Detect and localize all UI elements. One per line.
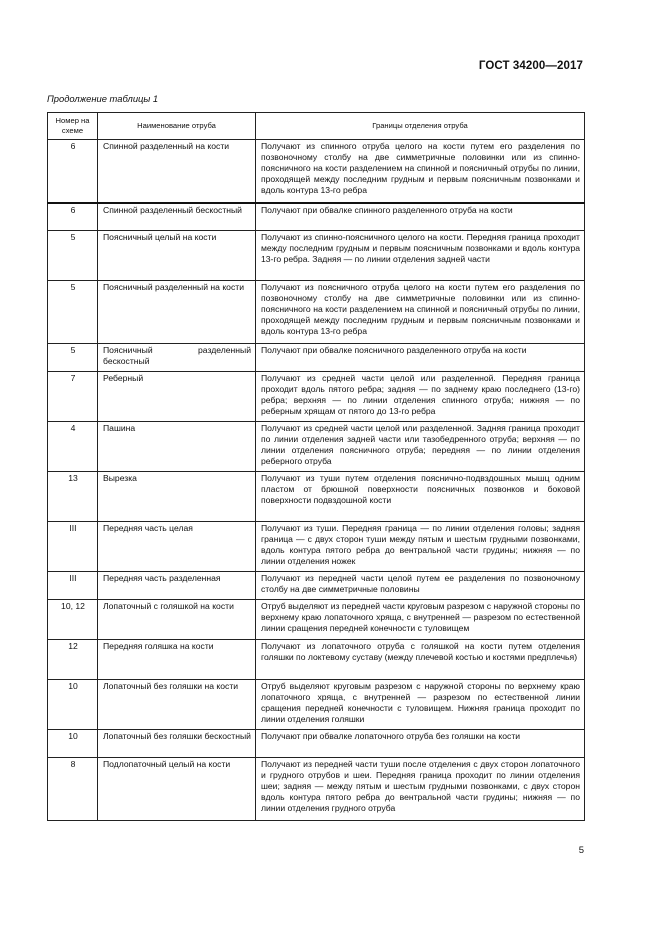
- row-cut-name: Передняя часть разделенная: [98, 572, 256, 600]
- row-number: 6: [48, 203, 98, 231]
- table-body: [48, 140, 585, 821]
- row-boundaries: Получают из средней части целой или разделенной. Передняя граница проходит вдоль пятого ребра; задняя — по заднему краю последнего (13-го) ребра; верхняя — по линии отделения спинного отруба; нижняя — по реберным хрящам от пятого до 13-го ребра: [256, 372, 585, 422]
- row-number: 12: [48, 640, 98, 680]
- table-row: [48, 730, 585, 758]
- table-row: [48, 572, 585, 600]
- row-number: 10: [48, 680, 98, 730]
- row-cut-name: Реберный: [98, 372, 256, 422]
- table-row: [48, 231, 585, 281]
- row-cut-name: Спинной разделенный бескостный: [98, 203, 256, 231]
- row-number: 5: [48, 344, 98, 372]
- table-row: [48, 758, 585, 821]
- row-number: 5: [48, 281, 98, 344]
- column-header-name: Наименование отруба: [98, 113, 256, 140]
- row-boundaries: Получают из спинного отруба целого на кости путем его разделения по позвоночному столбу на две симметричные половинки или из спинно-поясничного на кости разделением на спинной и поясничный отрубы по линии, проходящей между последним грудным и первым поясничным позвонками и вдоль контура 13-го ребра: [256, 140, 585, 203]
- row-number: III: [48, 522, 98, 572]
- row-number: 7: [48, 372, 98, 422]
- row-cut-name: Поясничный разделенный на кости: [98, 281, 256, 344]
- row-boundaries: Получают из передней части целой путем ее разделения по позвоночному столбу на две симметричные половины: [256, 572, 585, 600]
- row-boundaries: Получают из передней части туши после отделения с двух сторон лопаточного и грудного отрубов и шеи. Передняя граница проходит по линии отделения шеи; задняя — между пятым и шестым грудными позвонками, с двух сторон вдоль контура пятого ребра до вентральной части грудины; нижняя — по линии отделения грудного отруба: [256, 758, 585, 821]
- row-boundaries: Отруб выделяют круговым разрезом с наружной стороны по верхнему краю лопаточного хряща, с внутренней — разрезом по естественной линии сращения передней конечности с туловищем. Нижняя граница проходит по линии отделения голяшки: [256, 680, 585, 730]
- column-header-bounds: Границы отделения отруба: [256, 113, 585, 140]
- row-boundaries: Получают при обвалке спинного разделенного отруба на кости: [256, 203, 585, 231]
- row-cut-name: Лопаточный без голяшки на кости: [98, 680, 256, 730]
- row-number: 10: [48, 730, 98, 758]
- table-row: [48, 680, 585, 730]
- row-number: 13: [48, 472, 98, 522]
- row-number: 4: [48, 422, 98, 472]
- row-cut-name: Поясничный целый на кости: [98, 231, 256, 281]
- row-boundaries: Получают из туши путем отделения пояснично-подвздошных мышц одним пластом от брюшной поверхности поясничных позвонков и боковой поверхности подвздошной кости: [256, 472, 585, 522]
- row-boundaries: Получают из спинно-поясничного целого на кости. Передняя граница проходит между последним грудным и первым поясничным позвонками и вдоль контура 13-го ребра. Задняя — по линии отделения задней части: [256, 231, 585, 281]
- row-number: III: [48, 572, 98, 600]
- row-boundaries: Получают при обвалке поясничного разделенного отруба на кости: [256, 344, 585, 372]
- row-boundaries: Отруб выделяют из передней части круговым разрезом с наружной стороны по верхнему краю лопаточного хряща, с внутренней — разрезом по естественной линии сращения передней конечности с туловищем: [256, 600, 585, 640]
- row-boundaries: Получают из лопаточного отруба с голяшкой на кости путем отделения голяшки по локтевому суставу (между плечевой костью и костями предплечья): [256, 640, 585, 680]
- row-boundaries: Получают из поясничного отруба целого на кости путем его разделения по позвоночному столбу на две симметричные половинки или из спинно-поясничного на кости разделением на спинной и поясничный отрубы по линии, проходящей между последним грудным и первым поясничным позвонками и вдоль контура 13-го ребра: [256, 281, 585, 344]
- table-header-row: [48, 113, 585, 140]
- row-cut-name: Лопаточный с голяшкой на кости: [98, 600, 256, 640]
- row-number: 5: [48, 231, 98, 281]
- table-row: [48, 422, 585, 472]
- table-row: [48, 600, 585, 640]
- table-row: [48, 344, 585, 372]
- row-boundaries: Получают при обвалке лопаточного отруба без голяшки на кости: [256, 730, 585, 758]
- row-cut-name: Подлопаточный целый на кости: [98, 758, 256, 821]
- row-cut-name: Спинной разделенный на кости: [98, 140, 256, 203]
- row-cut-name: Лопаточный без голяшки бескостный: [98, 730, 256, 758]
- row-cut-name: Пашина: [98, 422, 256, 472]
- table-row: [48, 281, 585, 344]
- row-boundaries: Получают из средней части целой или разделенной. Задняя граница проходит по линии отделения задней части или тазобедренного отруба; верхняя — по линии отделения поясничного отруба; передняя — по линии отделения реберного отруба: [256, 422, 585, 472]
- row-number: 8: [48, 758, 98, 821]
- row-number: 10, 12: [48, 600, 98, 640]
- table-row: [48, 522, 585, 572]
- standard-code: ГОСТ 34200—2017: [478, 60, 583, 72]
- page-number: 5: [578, 845, 584, 856]
- table-row: [48, 372, 585, 422]
- table-row: [48, 472, 585, 522]
- row-cut-name: Поясничный разделенный бескостный: [98, 344, 256, 372]
- table-caption: Продолжение таблицы 1: [47, 93, 159, 104]
- row-cut-name: Передняя часть целая: [98, 522, 256, 572]
- row-number: 6: [48, 140, 98, 203]
- row-cut-name: Вырезка: [98, 472, 256, 522]
- row-cut-name: Передняя голяшка на кости: [98, 640, 256, 680]
- cuts-table: [47, 112, 585, 821]
- table-row: [48, 140, 585, 203]
- table-row: [48, 203, 585, 231]
- column-header-number: Номер на схеме: [48, 113, 98, 140]
- row-boundaries: Получают из туши. Передняя граница — по линии отделения головы; задняя граница — с двух сторон туши между пятым и шестым грудными позвонками, вдоль контура пятого ребра до вентральной части грудины; нижняя — по линии отделения ножек: [256, 522, 585, 572]
- table-row: [48, 640, 585, 680]
